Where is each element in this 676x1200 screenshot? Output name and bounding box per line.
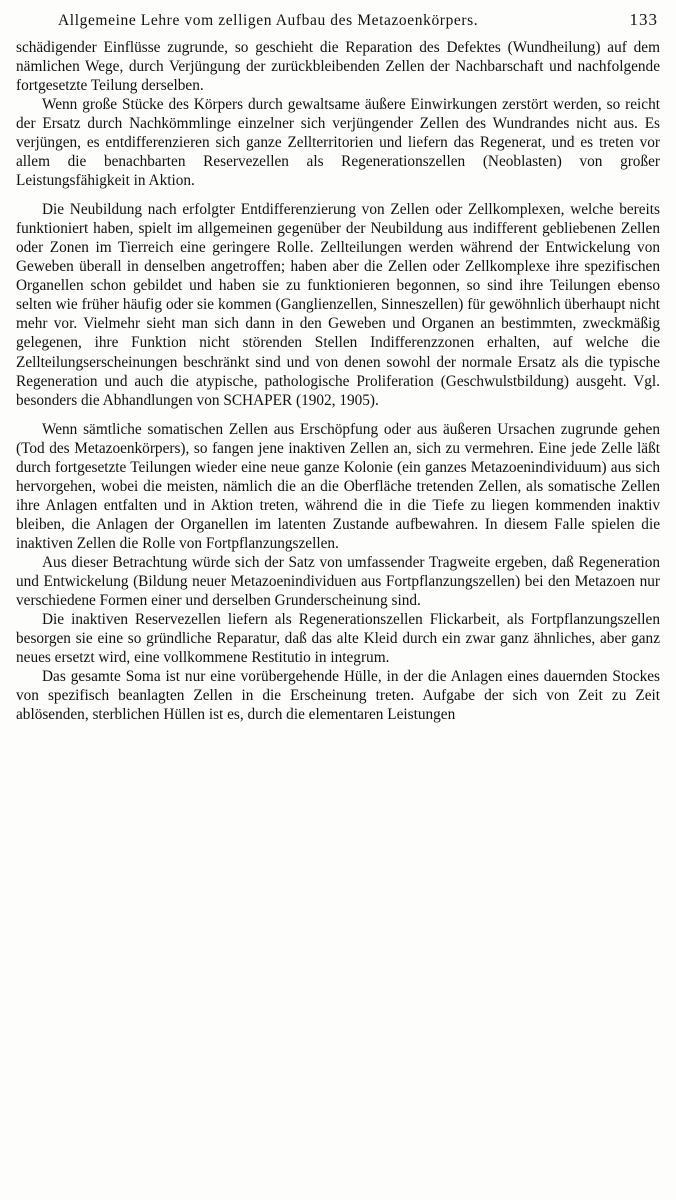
paragraph-7: Das gesamte Soma ist nur eine vorübergehende Hülle, in der die Anlagen eines dauernden Stockes von spezifisch beanlagten Zellen in die Erscheinung treten. Aufgabe der sich von Zeit zu Zeit ablösenden, sterblichen Hüllen ist es, durch die elementaren Leistungen bbox=[16, 668, 660, 724]
paragraph-6: Die inaktiven Reservezellen liefern als Regenerationszellen Flickarbeit, als Fortpflanzungszellen besorgen sie eine so gründliche Reparatur, daß das alte Kleid durch ein zwar ganz ähnliches, aber ganz neues ersetzt wird, eine vollkommene Restitutio in integrum. bbox=[16, 610, 660, 666]
running-title: Allgemeine Lehre vom zelligen Aufbau des Metazoenkörpers. bbox=[58, 11, 479, 30]
paragraph-3: Die Neubildung nach erfolgter Entdifferenzierung von Zellen oder Zellkomplexen, welche bereits funktioniert haben, spielt im allgemeinen gegenüber der Neubildung aus indifferent gebliebenen Zellen oder Zonen im Tierreich eine geringere Rolle. Zellteilungen werden während der Entwickelung von Geweben überall in denselben angetroffen; haben aber die Zellen oder Zellkomplexe ihre spezifischen Organellen schon gebildet und haben sie zu funktionieren begonnen, so sind ihre Teilungen ebenso selten wie früher häufig oder sie kommen (Ganglienzellen, Sinneszellen) für gewöhnlich überhaupt nicht mehr vor. Vielmehr sieht man sich dann in den Geweben und Organen an bestimmten, zweckmäßig gelegenen, ihre Funktion nicht störenden Stellen Indifferenzzonen erhalten, auf welche die Zellteilungserscheinungen beschränkt sind und von denen sowohl der normale Ersatz als die typische Regeneration und auch die atypische, pathologische Proliferation (Geschwulstbildung) ausgeht. Vgl. besonders die Abhandlungen von SCHAPER (1902, 1905). bbox=[16, 201, 660, 409]
body-text bbox=[0, 30, 676, 724]
page-number: 133 bbox=[629, 10, 658, 29]
paragraph-4: Wenn sämtliche somatischen Zellen aus Erschöpfung oder aus äußeren Ursachen zugrunde gehen (Tod des Metazoenkörpers), so fangen jene inaktiven Zellen an, sich zu vermehren. Eine jede Zelle läßt durch fortgesetzte Teilungen wieder eine neue ganze Kolonie (ein ganzes Metazoenindividuum) aus sich hervorgehen, wobei die meisten, nämlich die an die Oberfläche tretenden Zellen, als somatische Zellen ihre Anlagen entfalten und in Aktion treten, während die in die Tiefe zu liegen kommenden inaktiv bleiben, die Anlagen der Organellen im latenten Zustande aufbewahren. In diesem Falle spielen die inaktiven Zellen die Rolle von Fortpflanzungszellen. bbox=[16, 420, 660, 552]
paragraph-5: Aus dieser Betrachtung würde sich der Satz von umfassender Tragweite ergeben, daß Regeneration und Entwickelung (Bildung neuer Metazoenindividuen aus Fortpflanzungszellen) bei den Metazoen nur verschiedene Formen einer und derselben Grunderscheinung sind. bbox=[16, 553, 660, 609]
paragraph-1: schädigender Einflüsse zugrunde, so geschieht die Reparation des Defektes (Wundheilung) auf dem nämlichen Wege, durch Verjüngung der zurückbleibenden Zellen der Nachbarschaft und nachfolgende fortgesetzte Teilung derselben. bbox=[16, 39, 660, 95]
paragraph-2: Wenn große Stücke des Körpers durch gewaltsame äußere Einwirkungen zerstört werden, so reicht der Ersatz durch Nachkömmlinge einzelner sich verjüngender Zellen des Wundrandes nicht aus. Es verjüngen, es entdifferenzieren sich ganze Zellterritorien und liefern das Regenerat, und es treten vor allem die benachbarten Reservezellen als Regenerationszellen (Neoblasten) von großer Leistungsfähigkeit in Aktion. bbox=[16, 96, 660, 190]
page-header bbox=[0, 0, 676, 30]
